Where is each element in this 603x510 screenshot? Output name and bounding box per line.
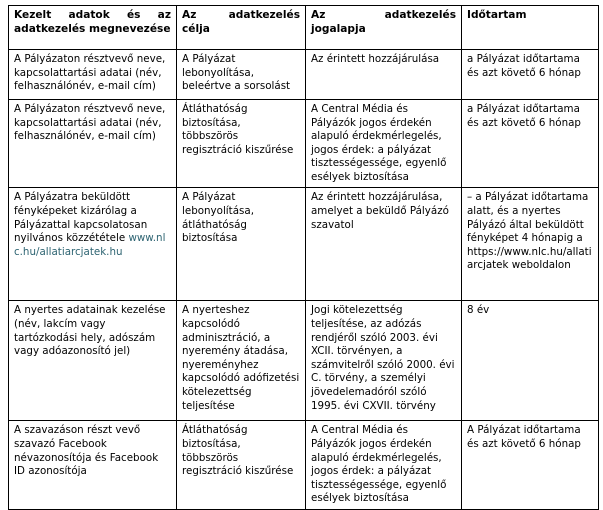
column-header-legal-basis: Az adatkezelés jogalapja	[306, 6, 462, 50]
data-processing-table	[8, 5, 599, 510]
cell-purpose	[177, 421, 306, 509]
cell-duration	[462, 421, 599, 509]
cell-text: a Pályázat időtartama és azt követő 6 hónap	[467, 53, 581, 79]
cell-text: Jogi kötelezettség teljesítése, az adózás rendjéről szóló 2003. évi XCII. törvényen, a számvitelről szóló 2000. évi C. törvény, a személyi jövedelemadóról szóló 1995. évi CXVII. törvény	[311, 304, 455, 412]
table-row	[9, 50, 599, 100]
cell-text: 8 év	[467, 304, 490, 317]
cell-text: Átláthatóság biztosítása, többszörös regisztráció kiszűrése	[182, 103, 294, 156]
cell-legal-basis	[306, 100, 462, 188]
cell-text: A Pályázaton résztvevő neve, kapcsolattartási adatai (név, felhasználónév, e-mail cím)	[14, 53, 166, 93]
table-row	[9, 188, 599, 301]
cell-text: A szavazáson részt vevő szavazó Facebook névazonosítója és Facebook ID azonosítója	[14, 424, 159, 478]
cell-legal-basis	[306, 50, 462, 100]
cell-purpose	[177, 188, 306, 301]
table-header-row	[9, 6, 599, 50]
cell-text: A Central Média és Pályázók jogos érdekén alapuló érdekmérlegelés, jogos érdek: a pályázat tisztességessége, egyenlő esélyek biztosítása	[311, 424, 447, 505]
cell-data	[9, 100, 177, 188]
cell-text: A Pályázat lebonyolítása, átláthatóság biztosítása	[182, 191, 254, 245]
cell-text: A Central Média és Pályázók jogos érdekén alapuló érdekmérlegelés, jogos érdek: a pályázat tisztességessége, egyenlő esélyek biztosítása	[311, 103, 447, 183]
cell-text: – a Pályázat időtartama alatt, és a nyertes Pályázó által beküldött fényképet 4 hónapig a https://www.nlc.hu/allatiarcjatek weboldalon	[467, 191, 592, 272]
table-row	[9, 301, 599, 421]
cell-text: Átláthatóság biztosítása, többszörös regisztráció kiszűrése	[182, 424, 294, 478]
cell-legal-basis	[306, 188, 462, 301]
nlc-allatiarcjatek-link[interactable]: www.nlc.hu/allatiarcjatek.hu	[14, 232, 166, 258]
cell-text: Az érintett hozzájárulása	[311, 53, 440, 65]
cell-text: A nyertes adatainak kezelése (név, lakcím vagy tartózkodási hely, adószám vagy adóazonosító jel)	[14, 304, 166, 358]
column-header-purpose: Az adatkezelés célja	[177, 6, 306, 50]
cell-purpose	[177, 50, 306, 100]
column-header-duration: Időtartam	[462, 6, 599, 50]
cell-purpose	[177, 301, 306, 421]
cell-duration	[462, 301, 599, 421]
table-row	[9, 421, 599, 509]
cell-legal-basis	[306, 301, 462, 421]
cell-data	[9, 50, 177, 100]
table-body	[9, 50, 599, 510]
column-header-data: Kezelt adatok és az adatkezelés megnevezése	[9, 6, 177, 50]
cell-text: A Pályázatra beküldött fényképeket kizárólag a Pályázattal kapcsolatosan nyilvános közzététele	[14, 191, 148, 245]
cell-data	[9, 188, 177, 301]
cell-duration	[462, 188, 599, 301]
cell-text: A Pályázaton résztvevő neve, kapcsolattartási adatai (név, felhasználónév, e-mail cím)	[14, 103, 166, 143]
table-row	[9, 100, 599, 188]
cell-text: A Pályázat lebonyolítása, beleértve a sorsolást	[182, 53, 291, 93]
cell-text: A nyerteshez kapcsolódó adminisztráció, a nyeremény átadása, nyereményhez kapcsolódó adófizetési kötelezettség teljesítése	[182, 304, 300, 412]
cell-purpose	[177, 100, 306, 188]
cell-data	[9, 301, 177, 421]
cell-text: A Pályázat időtartama és azt követő 6 hónap	[467, 424, 581, 451]
cell-data	[9, 421, 177, 509]
cell-text: a Pályázat időtartama és azt követő 6 hónap	[467, 103, 581, 129]
cell-legal-basis	[306, 421, 462, 509]
cell-duration	[462, 100, 599, 188]
table-header	[9, 6, 599, 50]
cell-text: Az érintett hozzájárulása, amelyet a beküldő Pályázó szavatol	[311, 191, 449, 231]
cell-duration	[462, 50, 599, 100]
